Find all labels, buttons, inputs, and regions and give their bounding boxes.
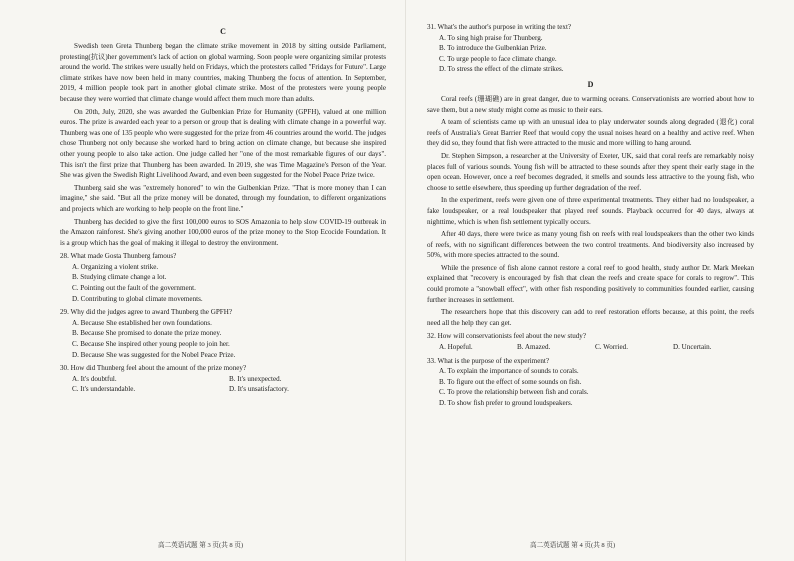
question-29 — [60, 307, 386, 360]
passage-d-paragraph-5: After 40 days, there were twice as many young fish on reefs with real loudspeakers than the other two kinds of reefs, with no significant differences between the two control treatments. And biodiversity also increased by 50%, with more species attracted to the sound. — [427, 230, 754, 260]
question-30-option-a: A. It's doubtful. — [72, 374, 117, 383]
question-30-option-d: D. It's unsatisfactory. — [229, 385, 289, 394]
question-30-options-row-1 — [72, 374, 386, 385]
question-28-option-c: C. Pointing out the fault of the government. — [72, 284, 196, 293]
question-32-option-d: D. Uncertain. — [673, 343, 712, 352]
passage-d-paragraph-4: In the experiment, reefs were given one of three experimental treatments. They either had no loudspeaker, a fake loudspeaker, or a real loudspeaker that played reef sounds. Playback occurred for 40 days, always at nighttime, which is when fish settlement typically occurs. — [427, 196, 754, 226]
question-28-option-a: A. Organizing a violent strike. — [72, 262, 159, 271]
question-30 — [60, 363, 386, 395]
question-30-stem: 30. How did Thunberg feel about the amount of the prize money? — [60, 364, 247, 373]
passage-c-paragraph-2: On 20th, July, 2020, she was awarded the Gulbenkian Prize for Humanity (GPFH), valued at one million euros. The prize is awarded each year to a person or group that is dealing with climate change in a powerful way. Thunberg was one of 135 people who were suggested for the prize from 46 countries around the world. The judges chose Thunberg not only because she worked hard to bring action on climate change, but because she inspired other young people to also take action. One judge called her "one of the most remarkable figures of our days". This isn't the first prize that Thunberg has been awarded. In 2019, she was Time Magazine's Person of the Year. She was given the Swedish Right Livelihood Award, and even been suggested for the Nobel Peace Prize twice. — [60, 107, 386, 180]
question-32-stem: 32. How will conservationists feel about the new study? — [427, 332, 586, 341]
question-32-option-c: C. Worried. — [595, 343, 628, 352]
question-31-option-b: B. To introduce the Gulbenkian Prize. — [439, 44, 547, 53]
passage-c-paragraph-3: Thunberg said she was "extremely honored" to win the Gulbenkian Prize. "That is more money than I can imagine," she said. "But all the prize money will be donated, through my foundation, to different organizations and projects which are working to help people on the front line." — [60, 183, 386, 213]
question-29-option-b: B. Because She promised to donate the prize money. — [72, 329, 222, 338]
question-33-stem: 33. What is the purpose of the experiment? — [427, 356, 550, 365]
passage-d-paragraph-6: While the presence of fish alone cannot restore a coral reef to good health, study author Dr. Mark Meekan explained that "recovery is encouraged by fish that clean the reefs and create space for corals to regrow". This could promote a "snowball effect", with other fish responding positively to communities founded earlier, causing further increases in settlement. — [427, 263, 754, 304]
question-33-option-a: A. To explain the importance of sounds to corals. — [439, 367, 579, 376]
question-33-option-d: D. To show fish prefer to ground loudspeakers. — [439, 399, 573, 407]
question-28-option-d: D. Contributing to global climate movements. — [72, 294, 203, 303]
page-fold-divider — [405, 0, 406, 561]
question-32 — [427, 331, 754, 352]
passage-d-paragraph-2: A team of scientists came up with an unusual idea to play underwater sounds along degraded (退化) coral reefs of Australia's Great Barrier Reef that would copy the usual noises heard on a healthy and active reef. When they did so, they found that fish were attracted to the music and more willing to hang around. — [427, 118, 754, 148]
section-title-d: D — [587, 79, 594, 89]
question-31-stem: 31. What's the author's purpose in writing the text? — [427, 23, 572, 31]
question-30-option-c: C. It's understandable. — [72, 385, 136, 394]
right-page — [427, 22, 754, 409]
question-31-option-a: A. To sing high praise for Thunberg. — [439, 33, 543, 42]
passage-d-paragraph-1: Coral reefs (珊瑚礁) are in great danger, due to warming oceans. Conservationists are worried about how to save them, but a new study might come as music to their ears. — [427, 94, 754, 114]
question-28 — [60, 251, 386, 304]
left-page — [60, 22, 386, 395]
passage-c-paragraph-1: Swedish teen Greta Thunberg began the climate strike movement in 2018 by sitting outside Parliament, protesting(抗议)her government's lack of action on global warming. Soon people were organizing similar protests around the world. The strikes were usually held on Fridays, which the protesters called "Fridays for Future". Large climate strikes have now been held in many countries, making Thunberg the focus of attention. In September, 2019, 4 million people took part in another global climate strike. Most of the protesters were young people because they were worried that climate change would affect them much more than adults. — [60, 42, 386, 103]
question-31-option-c: C. To urge people to face climate change. — [439, 54, 557, 63]
question-30-options-row-2 — [72, 384, 386, 395]
passage-c-paragraph-4: Thunberg has decided to give the first 100,000 euros to SOS Amazonia to help slow COVID-19 outbreak in the Amazon rainforest. She's giving another 100,000 euros of the prize money to the Stop Ecocide Foundation. It is a group which has the goal of making it illegal to destroy the environment. — [60, 217, 386, 247]
right-page-footer: 高二英语试题 第 4 页(共 8 页) — [530, 542, 616, 549]
section-title-c: C — [220, 27, 226, 36]
question-32-options-row — [439, 342, 754, 353]
question-33-option-c: C. To prove the relationship between fish and corals. — [439, 388, 589, 397]
passage-d-paragraph-7: The researchers hope that this discovery can add to reef restoration efforts because, at this point, the reefs need all the help they can get. — [427, 308, 754, 327]
question-29-stem: 29. Why did the judges agree to award Thunberg the GPFH? — [60, 308, 232, 317]
question-32-option-a: A. Hopeful. — [439, 343, 473, 352]
question-33-option-b: B. To figure out the effect of some sounds on fish. — [439, 377, 582, 386]
question-33 — [427, 356, 754, 409]
question-31 — [427, 22, 754, 75]
question-31-option-d: D. To stress the effect of the climate strikes. — [439, 65, 564, 74]
passage-d-paragraph-3: Dr. Stephen Simpson, a researcher at the University of Exeter, UK, said that coral reefs are remarkably noisy places full of various sounds. Young fish will be attracted to these sounds after they spent their early stage in the open ocean. However, once a reef becomes degraded, it smells and sounds less attractive to the young fish, who choose to settle elsewhere, thus speeding up further degradation of the reef. — [427, 151, 754, 192]
left-page-footer: 高二英语试题 第 3 页(共 8 页) — [158, 542, 244, 549]
question-30-option-b: B. It's unexpected. — [229, 374, 282, 383]
question-28-option-b: B. Studying climate change a lot. — [72, 273, 167, 282]
question-29-option-d: D. Because She was suggested for the Nobel Peace Prize. — [72, 350, 236, 359]
question-29-option-c: C. Because She inspired other young people to join her. — [72, 340, 230, 349]
question-29-option-a: A. Because She established her own foundations. — [72, 318, 212, 327]
question-32-option-b: B. Amazed. — [517, 343, 551, 352]
question-28-stem: 28. What made Gosta Thunberg famous? — [60, 252, 177, 261]
